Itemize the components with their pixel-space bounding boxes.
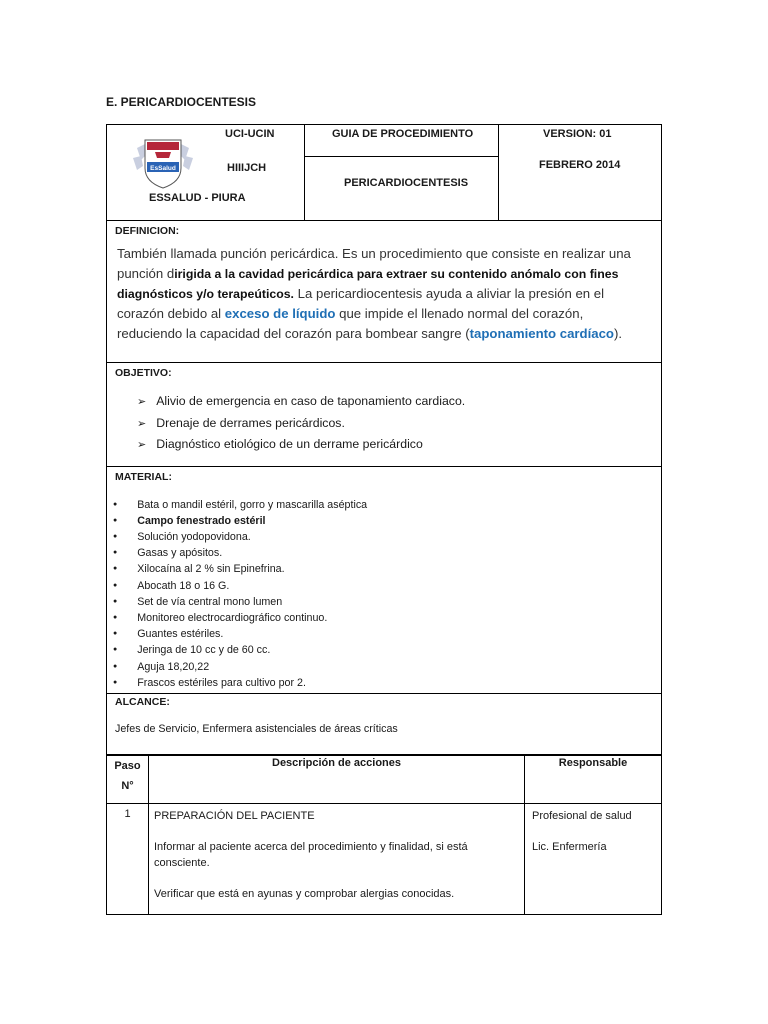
material-label: MATERIAL: bbox=[115, 470, 172, 483]
material-item: ● Monitoreo electrocardiográfico continuo. bbox=[113, 610, 661, 626]
step-description bbox=[149, 804, 525, 915]
material-item: ● Frascos estériles para cultivo por 2. bbox=[113, 675, 661, 691]
material-item: ● Bata o mandil estéril, gorro y mascarilla aséptica bbox=[113, 497, 661, 513]
step-title: PREPARACIÓN DEL PACIENTE bbox=[154, 810, 315, 822]
table-row bbox=[107, 804, 662, 915]
guide-label: GUIA DE PROCEDIMIENTO bbox=[332, 128, 474, 140]
material-item: ● Gasas y apósitos. bbox=[113, 545, 661, 561]
header-guide-cell bbox=[305, 125, 499, 221]
material-item: ● Campo fenestrado estéril bbox=[113, 513, 661, 529]
responsible-1: Profesional de salud bbox=[532, 810, 632, 822]
definicion-text-2: La pericardiocentesis ayuda a aliviar la presión en el corazón debido al bbox=[117, 286, 605, 321]
definicion-text bbox=[107, 237, 661, 354]
logo-text: EsSalud bbox=[150, 165, 176, 172]
material-item: ● Solución yodopovidona. bbox=[113, 529, 661, 545]
material-item: ● Jeringa de 10 cc y de 60 cc. bbox=[113, 642, 661, 658]
material-item: ● Guantes estériles. bbox=[113, 626, 661, 642]
step-action: Verificar que está en ayunas y comprobar alergias conocidas. bbox=[154, 887, 455, 900]
material-item: ● Xilocaína al 2 % sin Epinefrina. bbox=[113, 561, 661, 577]
header-institution-cell bbox=[107, 125, 305, 221]
hospital-label: HIIIJCH bbox=[227, 162, 267, 174]
alcance-text: Jefes de Servicio, Enfermera asistenciales de áreas críticas bbox=[115, 722, 398, 735]
step-responsible bbox=[525, 804, 662, 915]
header-version-cell bbox=[499, 125, 662, 221]
taponamiento-link[interactable]: taponamiento cardíaco bbox=[469, 326, 614, 341]
steps-table bbox=[106, 754, 662, 915]
definicion-text-4: ). bbox=[614, 326, 623, 341]
objetivo-section bbox=[107, 363, 662, 467]
objetivo-item: ➢ Diagnóstico etiológico de un derrame pericárdico bbox=[137, 434, 661, 456]
alcance-label: ALCANCE: bbox=[115, 695, 170, 708]
col-paso-line2: N° bbox=[121, 780, 134, 792]
section-title: E. PERICARDIOCENTESIS bbox=[106, 95, 257, 109]
material-item: ● Abocath 18 o 16 G. bbox=[113, 578, 661, 594]
responsible-2: Lic. Enfermería bbox=[532, 840, 607, 853]
objetivo-item: ➢ Drenaje de derrames pericárdicos. bbox=[137, 413, 661, 435]
definicion-label: DEFINICION: bbox=[115, 225, 180, 237]
objetivo-item: ➢ Alivio de emergencia en caso de taponamiento cardiaco. bbox=[137, 391, 661, 413]
essalud-logo-icon bbox=[131, 136, 195, 192]
date-label: FEBRERO 2014 bbox=[539, 159, 621, 171]
objetivo-label: OBJETIVO: bbox=[115, 367, 172, 379]
unit-label: UCI-UCIN bbox=[225, 128, 275, 140]
step-action: Informar al paciente acerca del procedimiento y finalidad, si está consciente. bbox=[154, 840, 468, 869]
version-label: VERSION: 01 bbox=[543, 128, 612, 140]
definicion-text-bold: irigida a la cavidad pericárdica para extraer su contenido anómalo con fines diagnósticos y/o terapeúticos. bbox=[117, 267, 619, 301]
institution-label: ESSALUD - PIURA bbox=[149, 192, 246, 204]
col-desc-header: Descripción de acciones bbox=[149, 755, 525, 804]
material-item: ● Aguja 18,20,22 bbox=[113, 659, 661, 675]
procedure-table bbox=[106, 124, 662, 756]
objetivo-list bbox=[107, 391, 661, 456]
definicion-text-1: También llamada punción pericárdica. Es un procedimiento que consiste en realizar una punción d bbox=[117, 246, 631, 281]
material-list bbox=[107, 497, 661, 693]
definicion-text-3: que impide el llenado normal del corazón, reduciendo la capacidad del corazón para bombear sangre ( bbox=[117, 306, 584, 341]
material-section bbox=[107, 466, 662, 693]
material-item: ● Set de vía central mono lumen bbox=[113, 594, 661, 610]
col-paso-header bbox=[107, 755, 149, 804]
exceso-liquido-link[interactable]: exceso de líquido bbox=[224, 306, 336, 321]
col-paso-line1: Paso bbox=[114, 760, 141, 772]
definicion-section bbox=[107, 221, 662, 363]
alcance-section bbox=[107, 693, 662, 755]
procedure-name: PERICARDIOCENTESIS bbox=[344, 177, 469, 189]
step-number: 1 bbox=[107, 804, 149, 915]
col-resp-header: Responsable bbox=[525, 755, 662, 804]
